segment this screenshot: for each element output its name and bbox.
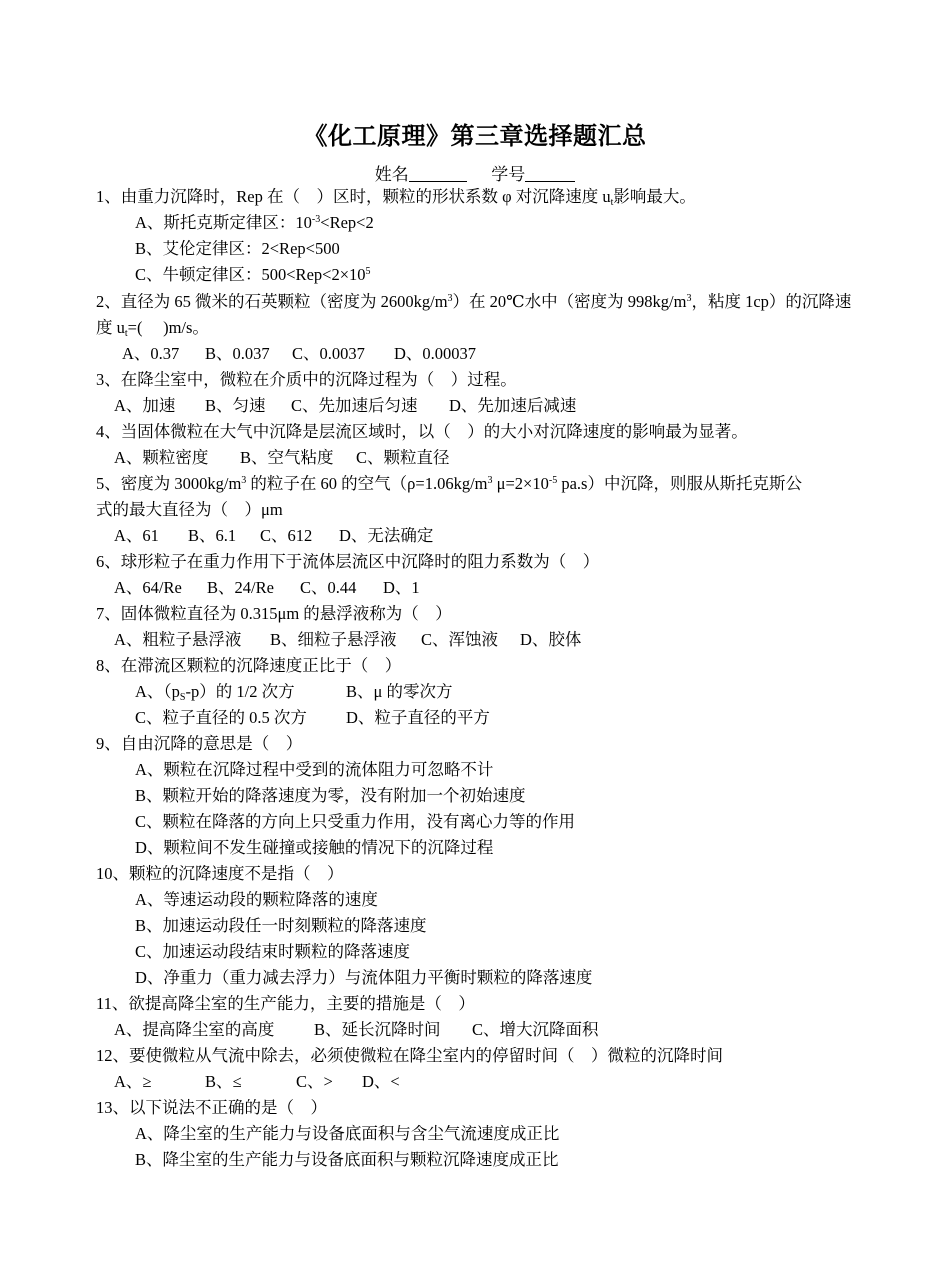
question-4-options (114, 447, 450, 469)
question-10-option-c: C、加速运动段结束时颗粒的降落速度 (135, 942, 411, 961)
question-4-option-b: B、空气粘度 (240, 448, 334, 467)
question-2-option-c: C、0.0037 (292, 344, 365, 363)
question-9-option-a: A、颗粒在沉降过程中受到的流体阻力可忽略不计 (135, 760, 494, 779)
question-13-option-a: A、降尘室的生产能力与设备底面积与含尘气流速度成正比 (135, 1124, 560, 1143)
question-2-option-d: D、0.00037 (394, 344, 477, 363)
question-2-option-a: A、0.37 (122, 344, 180, 363)
question-9-stem: 9、自由沉降的意思是（ ） (96, 734, 303, 753)
id-label: 学号 (491, 165, 526, 184)
question-12-options (114, 1071, 400, 1093)
question-5-stem-line-1: 5、密度为 $3000kg/m^3$ 的粒子在 60 的空气（$\rho=1.06kg/m^3$ $\mu=2\times 10^{-5}$ pa.s）中沉降，则服从斯托克斯公 (96, 474, 802, 493)
question-9-option-b: B、颗粒开始的降落速度为零，没有附加一个初始速度 (135, 786, 526, 805)
question-6-options (114, 577, 420, 599)
question-2-stem-line-2: 度 $u_t=$( )m/s。 (96, 318, 209, 339)
question-5-option-a: A、61 (114, 526, 159, 545)
document-title: 《化工原理》第三章选择题汇总 (303, 124, 647, 150)
question-12-option-d: D、< (362, 1072, 400, 1091)
question-11-option-c: C、增大沉降面积 (472, 1020, 599, 1039)
question-6-option-a: A、64/Re (114, 578, 182, 597)
student-info-fields (0, 160, 950, 185)
question-5-options (114, 525, 433, 547)
question-10-option-a: A、等速运动段的颗粒降落的速度 (135, 890, 378, 909)
question-3-option-b: B、匀速 (205, 396, 266, 415)
question-13-stem: 13、以下说法不正确的是（ ） (96, 1098, 327, 1117)
question-6-stem: 6、球形粒子在重力作用下于流体层流区中沉降时的阻力系数为（ ） (96, 552, 600, 571)
question-5-option-c: C、612 (260, 526, 313, 545)
question-6-option-b: B、24/Re (207, 578, 274, 597)
question-7-stem: 7、固体微粒直径为 0.315μm 的悬浮液称为（ ） (96, 604, 452, 623)
question-8-option-a: A、$(p_S-p)$的 1/2 次方 (135, 682, 295, 703)
question-2-option-b: B、0.037 (205, 344, 270, 363)
question-1-option-b: B、艾伦定律区：2<Rep<500 (135, 239, 340, 258)
question-9-option-d: D、颗粒间不发生碰撞或接触的情况下的沉降过程 (135, 838, 494, 857)
question-7-option-c: C、浑蚀液 (421, 630, 499, 649)
question-3-option-a: A、加速 (114, 396, 176, 415)
question-1-option-c: C、牛顿定律区：$500<Rep<2\times 10^5$ (135, 265, 371, 284)
question-8-options-row-2 (135, 707, 490, 729)
question-2-options (122, 343, 476, 365)
question-7-option-a: A、粗粒子悬浮液 (114, 630, 242, 649)
question-1-option-a: A、斯托克斯定律区：$10^{-3}<Rep<2$ (135, 213, 374, 232)
question-12-option-b: B、≤ (205, 1072, 242, 1091)
question-3-option-d: D、先加速后减速 (449, 396, 577, 415)
question-3-options (114, 395, 576, 417)
question-8-option-b: B、μ 的零次方 (346, 682, 453, 701)
question-4-stem: 4、当固体微粒在大气中沉降是层流区域时，以（ ）的大小对沉降速度的影响最为显著。 (96, 422, 748, 441)
question-12-option-c: C、> (296, 1072, 333, 1091)
question-3-stem: 3、在降尘室中，微粒在介质中的沉降过程为（ ）过程。 (96, 370, 517, 389)
question-9-option-c: C、颗粒在降落的方向上只受重力作用，没有离心力等的作用 (135, 812, 576, 831)
question-8-options-row-1 (135, 681, 452, 703)
question-11-options (114, 1019, 599, 1041)
question-8-option-c: C、粒子直径的 0.5 次方 (135, 708, 307, 727)
question-7-option-b: B、细粒子悬浮液 (270, 630, 397, 649)
question-12-option-a: A、≥ (114, 1072, 152, 1091)
question-11-stem: 11、欲提高降尘室的生产能力，主要的措施是（ ） (96, 994, 475, 1013)
question-13-option-b: B、降尘室的生产能力与设备底面积与颗粒沉降速度成正比 (135, 1150, 559, 1169)
question-11-option-b: B、延长沉降时间 (314, 1020, 441, 1039)
question-5-stem-line-2: 式的最大直径为（ ）μm (96, 500, 283, 519)
question-8-option-d: D、粒子直径的平方 (346, 708, 490, 727)
question-7-option-d: D、胶体 (520, 630, 582, 649)
question-3-option-c: C、先加速后匀速 (291, 396, 418, 415)
question-10-option-b: B、加速运动段任一时刻颗粒的降落速度 (135, 916, 427, 935)
id-blank[interactable] (525, 165, 575, 182)
question-11-option-a: A、提高降尘室的高度 (114, 1020, 275, 1039)
question-1-stem: 1、由重力沉降时，Rep 在（ ）区时，颗粒的形状系数 φ 对沉降速度 $u_t$影响最大。 (96, 187, 696, 208)
name-label: 姓名 (374, 165, 409, 184)
name-blank[interactable] (409, 165, 467, 182)
question-5-option-b: B、6.1 (188, 526, 237, 545)
question-10-option-d: D、净重力（重力减去浮力）与流体阻力平衡时颗粒的降落速度 (135, 968, 593, 987)
question-6-option-c: C、0.44 (300, 578, 357, 597)
question-10-stem: 10、颗粒的沉降速度不是指（ ） (96, 864, 344, 883)
question-2-stem-line-1: 2、直径为 65 微米的石英颗粒（密度为 $2600kg/m^3$）在 20℃水中（密度为 $998kg/m^3$，粘度 1cp）的沉降速 (96, 292, 852, 311)
question-4-option-a: A、颗粒密度 (114, 448, 209, 467)
question-7-options (114, 629, 581, 651)
question-12-stem: 12、要使微粒从气流中除去，必须使微粒在降尘室内的停留时间（ ）微粒的沉降时间 (96, 1046, 723, 1065)
question-4-option-c: C、颗粒直径 (356, 448, 450, 467)
question-5-option-d: D、无法确定 (339, 526, 434, 545)
question-6-option-d: D、1 (383, 578, 420, 597)
question-8-stem: 8、在滞流区颗粒的沉降速度正比于（ ） (96, 656, 402, 675)
